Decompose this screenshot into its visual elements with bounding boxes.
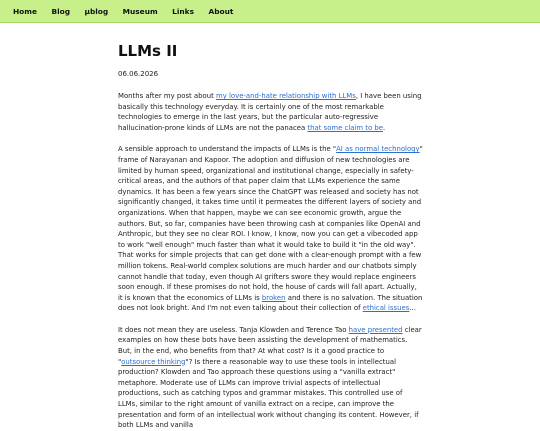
nav-blog-link[interactable]: Blog xyxy=(51,6,71,16)
inline-link[interactable]: ethical issues xyxy=(362,304,410,313)
nav-links-link[interactable]: Links xyxy=(172,6,194,16)
paragraph-text: "? Is there a reasonable way to use these tools in intellectual production? Klowden and Tao approach these questions using a "vanilla extract" metaphore. Moderate use of LLMs can improve trivial aspects of intellectual productions, such as catching typos and grammar mistakes. This controlled use of LLMs, similar to the right amount of vanilla extract on a recipe, can improve the presentation and form of an intellectual work without changing its content. However, if both LLMs and vanilla xyxy=(118,357,419,430)
post-content xyxy=(118,42,423,431)
post-date: 06.06.2026 xyxy=(118,70,159,78)
inline-link[interactable]: that some claim to be xyxy=(307,123,384,132)
paragraph-text: A sensible approach to understand the impacts of LLMs is the " xyxy=(118,145,337,154)
nav-about-link[interactable]: About xyxy=(208,6,234,16)
inline-link[interactable]: my love-and-hate relationship with LLMs xyxy=(216,92,356,100)
post-title: LLMs II xyxy=(118,42,178,60)
paragraph-text: , I have been using basically this technology everyday. It is certainly one of the most remarkable technologies to emerge in the last years, but the particular auto-regressive hallucination-prone kinds of LLMs are not the panacea xyxy=(118,92,422,132)
inline-link[interactable]: outsource thinking xyxy=(121,357,186,366)
top-navigation-bar xyxy=(0,0,540,23)
paragraph-text: " frame of Narayanan and Kapoor. The adoption and diffusion of new technologies are limited by human speed, organizational and institutional change, especially in safety-critical areas, and the authors of that paper claim that LLMs experience the same dynamics. It has been a few years since the ChatGPT was released and society has not significantly changed, it takes time until it permeates the different layers of society and organizations. When that happen, maybe we can see economic growth, argue the authors. But, so far, companies have been throwing cash at companies like OpenAI and Anthropic, but they see no clear ROI. I know, I know, now you can get a vibecoded app to work "well enough" much faster than what it would take to build it "in the old way". That works for simple projects that can get done with a clear-enough prompt with a few million tokens. Real-world complex solutions are much harder and our chatbots simply cannot handle that today, even though AI grifters swore they would replace engineers soon enough. If these promises do not hold, the house of cards will fall apart. Actually, it is known that the economics of LLMs is xyxy=(118,145,423,302)
nav-museum-link[interactable]: Museum xyxy=(122,6,158,16)
post-paragraph xyxy=(118,144,423,314)
paragraph-text: and there is no salvation. The situation does not look bright. And I'm not even talking about their collection of xyxy=(118,293,423,313)
paragraph-text: ... xyxy=(409,304,416,313)
paragraph-text: It does not mean they are useless. Tanja Klowden and Terence Tao xyxy=(118,325,349,334)
inline-link[interactable]: AI as normal technology xyxy=(336,145,420,154)
post-paragraph xyxy=(118,325,423,431)
post-paragraph xyxy=(118,91,423,133)
paragraph-text: clear examples on how these bots have been assisting the development of mathematics. But, in the end, who benefits from that? At what cost? Is it a good practice to " xyxy=(118,325,422,366)
inline-link[interactable]: have presented xyxy=(348,325,403,334)
nav-home-link[interactable]: Home xyxy=(13,6,37,16)
paragraph-text: Months after my post about xyxy=(118,92,216,100)
paragraph-text: . xyxy=(383,123,386,132)
inline-link[interactable]: broken xyxy=(261,293,286,302)
nav-microblog-link[interactable]: µblog xyxy=(84,6,109,16)
